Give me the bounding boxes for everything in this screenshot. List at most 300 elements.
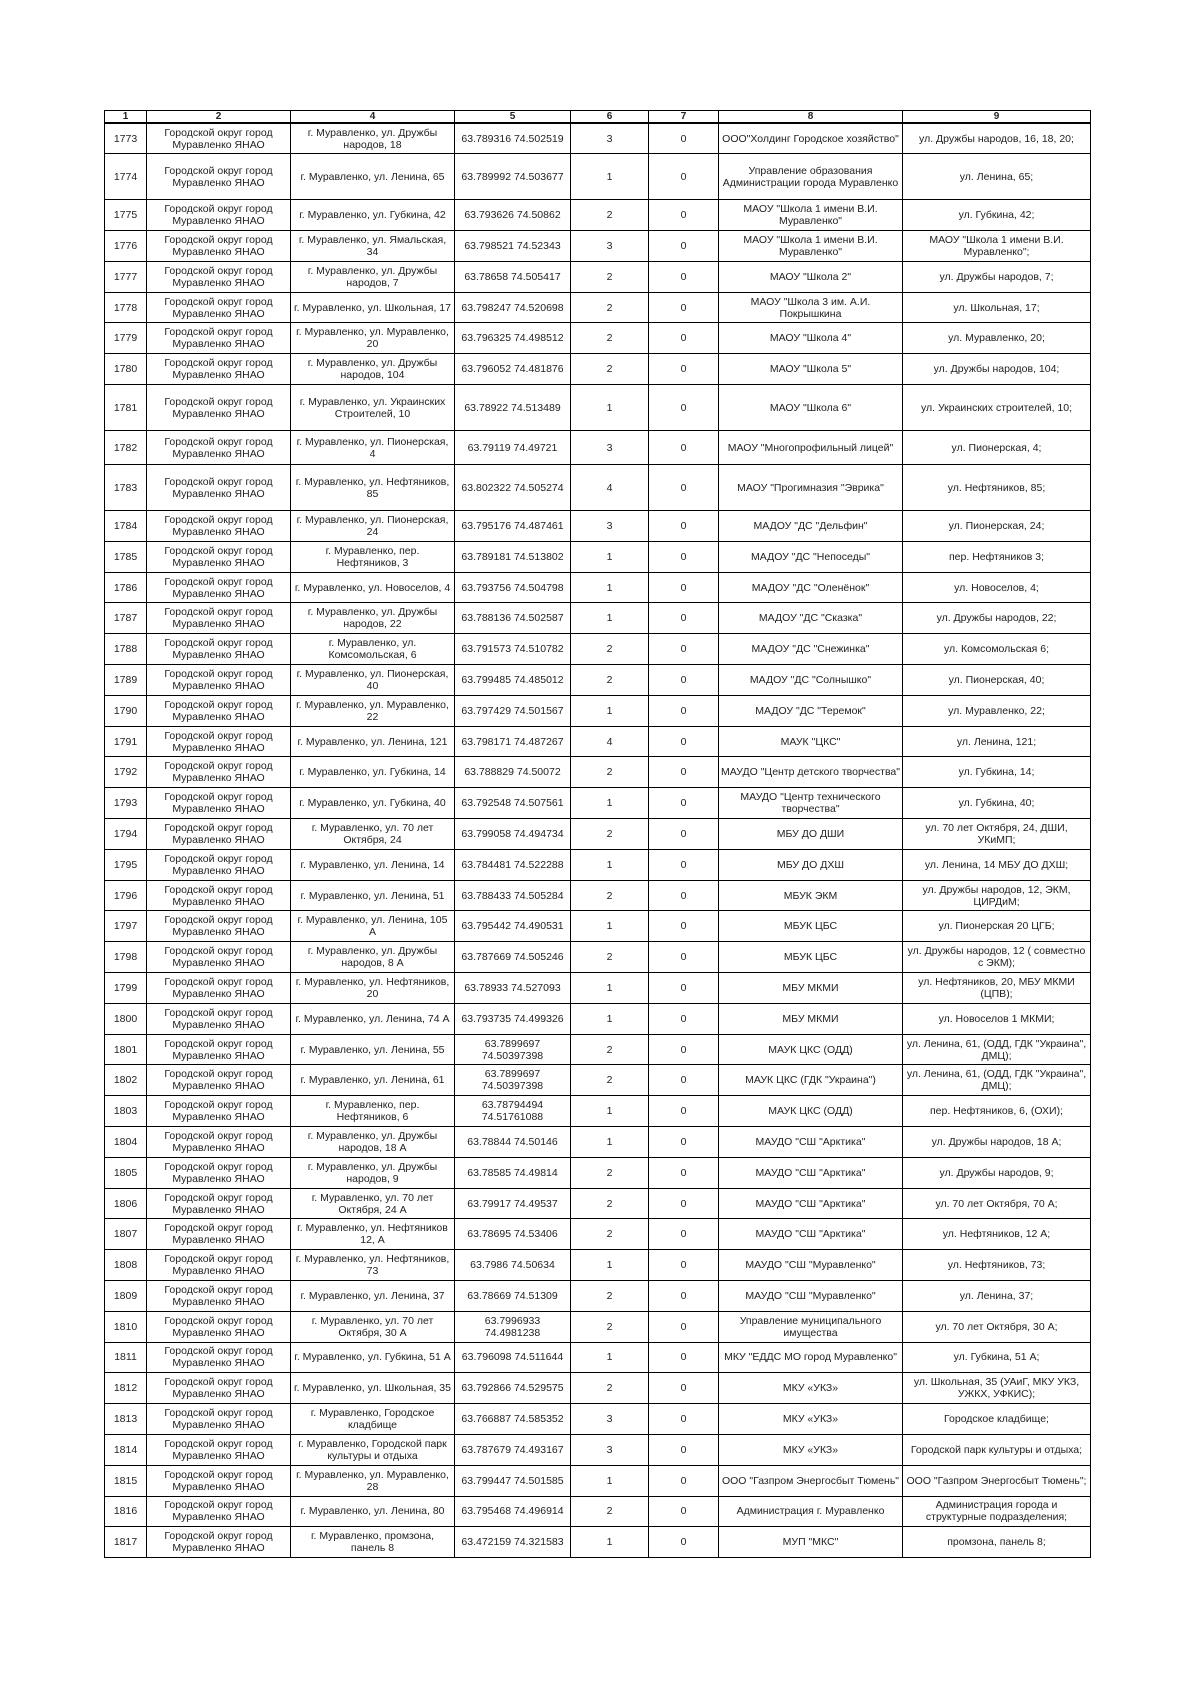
cell-address: г. Муравленко, ул. Нефтяников 12, А (291, 1219, 455, 1250)
cell-organization: МАДОУ "ДС "Снежинка" (719, 634, 903, 665)
cell-count-col7: 0 (649, 1496, 719, 1527)
cell-municipality: Городской округ город Муравленко ЯНАО (147, 1127, 291, 1158)
cell-row-number: 1786 (105, 572, 147, 603)
cell-address: г. Муравленко, ул. Ямальская, 34 (291, 231, 455, 262)
cell-count-col6: 3 (571, 231, 649, 262)
cell-coordinates: 63.802322 74.505274 (455, 465, 571, 511)
cell-municipality: Городской округ город Муравленко ЯНАО (147, 911, 291, 942)
cell-count-col6: 2 (571, 1034, 649, 1065)
cell-count-col6: 4 (571, 465, 649, 511)
cell-organization: Администрация г. Муравленко (719, 1496, 903, 1527)
col-header-1: 1 (105, 111, 147, 124)
cell-count-col7: 0 (649, 1527, 719, 1558)
cell-count-col7: 0 (649, 541, 719, 572)
cell-row-number: 1777 (105, 261, 147, 292)
cell-row-number: 1789 (105, 665, 147, 696)
table-row (105, 1127, 1091, 1158)
cell-municipality: Городской округ город Муравленко ЯНАО (147, 1188, 291, 1219)
cell-organization: МАОУ "Школа 5" (719, 354, 903, 385)
cell-row-number: 1774 (105, 154, 147, 200)
cell-municipality: Городской округ город Муравленко ЯНАО (147, 1003, 291, 1034)
cell-count-col6: 3 (571, 431, 649, 465)
cell-organization: МАДОУ "ДС "Сказка" (719, 603, 903, 634)
cell-row-number: 1773 (105, 123, 147, 154)
cell-count-col6: 2 (571, 757, 649, 788)
cell-row-number: 1806 (105, 1188, 147, 1219)
cell-served-objects: ул. Новоселов 1 МКМИ; (903, 1003, 1091, 1034)
cell-served-objects: ул. Ленина, 61, (ОДД, ГДК "Украина", ДМЦ); (903, 1034, 1091, 1065)
cell-municipality: Городской округ город Муравленко ЯНАО (147, 726, 291, 757)
cell-address: г. Муравленко, ул. Ленина, 37 (291, 1281, 455, 1312)
cell-count-col7: 0 (649, 1034, 719, 1065)
cell-municipality: Городской округ город Муравленко ЯНАО (147, 603, 291, 634)
table-row (105, 1157, 1091, 1188)
cell-address: г. Муравленко, ул. Дружбы народов, 18 А (291, 1127, 455, 1158)
cell-municipality: Городской округ город Муравленко ЯНАО (147, 323, 291, 354)
cell-row-number: 1778 (105, 292, 147, 323)
cell-served-objects: ул. Дружбы народов, 22; (903, 603, 1091, 634)
cell-coordinates: 63.797429 74.501567 (455, 695, 571, 726)
cell-row-number: 1803 (105, 1096, 147, 1127)
cell-coordinates: 63.78658 74.505417 (455, 261, 571, 292)
cell-count-col6: 2 (571, 292, 649, 323)
cell-address: г. Муравленко, ул. Ленина, 55 (291, 1034, 455, 1065)
cell-count-col6: 1 (571, 1342, 649, 1373)
cell-count-col6: 2 (571, 1065, 649, 1096)
cell-served-objects: ул. Ленина, 65; (903, 154, 1091, 200)
cell-municipality: Городской округ город Муравленко ЯНАО (147, 572, 291, 603)
table-row (105, 1527, 1091, 1558)
cell-municipality: Городской округ город Муравленко ЯНАО (147, 1250, 291, 1281)
cell-served-objects: ул. Дружбы народов, 18 А; (903, 1127, 1091, 1158)
cell-coordinates: 63.787679 74.493167 (455, 1434, 571, 1465)
cell-address: г. Муравленко, ул. Школьная, 17 (291, 292, 455, 323)
cell-count-col7: 0 (649, 1373, 719, 1404)
cell-address: г. Муравленко, ул. Нефтяников, 73 (291, 1250, 455, 1281)
table-row (105, 942, 1091, 973)
cell-coordinates: 63.795442 74.490531 (455, 911, 571, 942)
cell-served-objects: ул. Ленина, 37; (903, 1281, 1091, 1312)
cell-municipality: Городской округ город Муравленко ЯНАО (147, 1527, 291, 1558)
cell-coordinates: 63.78922 74.513489 (455, 385, 571, 431)
cell-row-number: 1800 (105, 1003, 147, 1034)
cell-row-number: 1794 (105, 819, 147, 850)
cell-coordinates: 63.792548 74.507561 (455, 788, 571, 819)
cell-municipality: Городской округ город Муравленко ЯНАО (147, 1034, 291, 1065)
cell-served-objects: ул. Муравленко, 20; (903, 323, 1091, 354)
data-table (104, 110, 1091, 1558)
cell-organization: МАУДО "СШ "Арктика" (719, 1188, 903, 1219)
cell-row-number: 1817 (105, 1527, 147, 1558)
cell-municipality: Городской округ город Муравленко ЯНАО (147, 1496, 291, 1527)
col-header-9: 9 (903, 111, 1091, 124)
cell-municipality: Городской округ город Муравленко ЯНАО (147, 1342, 291, 1373)
table-row (105, 1465, 1091, 1496)
cell-coordinates: 63.788433 74.505284 (455, 880, 571, 911)
cell-coordinates: 63.789181 74.513802 (455, 541, 571, 572)
cell-organization: МАОУ "Прогимназия "Эврика" (719, 465, 903, 511)
col-header-5: 5 (455, 111, 571, 124)
cell-municipality: Городской округ город Муравленко ЯНАО (147, 154, 291, 200)
cell-count-col7: 0 (649, 354, 719, 385)
cell-count-col6: 2 (571, 261, 649, 292)
table-row (105, 911, 1091, 942)
cell-served-objects: ул. Нефтяников, 12 А; (903, 1219, 1091, 1250)
cell-coordinates: 63.7986 74.50634 (455, 1250, 571, 1281)
cell-organization: МУП "МКС" (719, 1527, 903, 1558)
cell-address: г. Муравленко, ул. Пионерская, 4 (291, 431, 455, 465)
cell-served-objects: ул. Дружбы народов, 104; (903, 354, 1091, 385)
cell-organization: Управление муниципального имущества (719, 1311, 903, 1342)
cell-count-col6: 1 (571, 1003, 649, 1034)
cell-address: г. Муравленко, ул. Ленина, 105 А (291, 911, 455, 942)
cell-count-col6: 1 (571, 695, 649, 726)
cell-coordinates: 63.78794494 74.51761088 (455, 1096, 571, 1127)
cell-served-objects: ул. Муравленко, 22; (903, 695, 1091, 726)
cell-address: г. Муравленко, ул. Губкина, 40 (291, 788, 455, 819)
table-row (105, 665, 1091, 696)
table-row (105, 354, 1091, 385)
table-row (105, 572, 1091, 603)
cell-address: г. Муравленко, ул. Дружбы народов, 18 (291, 123, 455, 154)
cell-row-number: 1809 (105, 1281, 147, 1312)
cell-municipality: Городской округ город Муравленко ЯНАО (147, 261, 291, 292)
cell-organization: МАОУ "Школа 6" (719, 385, 903, 431)
cell-address: г. Муравленко, ул. Дружбы народов, 7 (291, 261, 455, 292)
cell-count-col6: 2 (571, 819, 649, 850)
cell-address: г. Муравленко, ул. Муравленко, 28 (291, 1465, 455, 1496)
cell-municipality: Городской округ город Муравленко ЯНАО (147, 354, 291, 385)
cell-served-objects: ул. Дружбы народов, 12, ЭКМ, ЦИРДиМ; (903, 880, 1091, 911)
cell-address: г. Муравленко, ул. Ленина, 74 А (291, 1003, 455, 1034)
cell-count-col7: 0 (649, 849, 719, 880)
cell-coordinates: 63.7996933 74.4981238 (455, 1311, 571, 1342)
cell-coordinates: 63.799058 74.494734 (455, 819, 571, 850)
cell-coordinates: 63.798521 74.52343 (455, 231, 571, 262)
cell-row-number: 1810 (105, 1311, 147, 1342)
cell-organization: МАОУ "Школа 2" (719, 261, 903, 292)
cell-served-objects: ул. 70 лет Октября, 30 А; (903, 1311, 1091, 1342)
cell-count-col7: 0 (649, 511, 719, 542)
cell-coordinates: 63.472159 74.321583 (455, 1527, 571, 1558)
cell-municipality: Городской округ город Муравленко ЯНАО (147, 541, 291, 572)
cell-count-col7: 0 (649, 819, 719, 850)
cell-served-objects: МАОУ "Школа 1 имени В.И. Муравленко"; (903, 231, 1091, 262)
cell-organization: МАОУ "Школа 1 имени В.И. Муравленко" (719, 200, 903, 231)
table-row (105, 603, 1091, 634)
table-row (105, 323, 1091, 354)
cell-address: г. Муравленко, ул. Ленина, 51 (291, 880, 455, 911)
cell-organization: МАУК ЦКС (ГДК "Украина") (719, 1065, 903, 1096)
cell-address: г. Муравленко, ул. Дружбы народов, 22 (291, 603, 455, 634)
cell-organization: МАУК ЦКС (ОДД) (719, 1096, 903, 1127)
cell-organization: ООО "Газпром Энергосбыт Тюмень" (719, 1465, 903, 1496)
table-row (105, 261, 1091, 292)
cell-count-col6: 4 (571, 726, 649, 757)
table-row (105, 1188, 1091, 1219)
cell-organization: МКУ "ЕДДС МО город Муравленко" (719, 1342, 903, 1373)
cell-coordinates: 63.799447 74.501585 (455, 1465, 571, 1496)
cell-row-number: 1796 (105, 880, 147, 911)
cell-municipality: Городской округ город Муравленко ЯНАО (147, 385, 291, 431)
cell-coordinates: 63.795468 74.496914 (455, 1496, 571, 1527)
cell-municipality: Городской округ город Муравленко ЯНАО (147, 695, 291, 726)
cell-coordinates: 63.788829 74.50072 (455, 757, 571, 788)
cell-count-col7: 0 (649, 1404, 719, 1435)
cell-address: г. Муравленко, пер. Нефтяников, 6 (291, 1096, 455, 1127)
table-row (105, 1342, 1091, 1373)
cell-row-number: 1784 (105, 511, 147, 542)
cell-coordinates: 63.766887 74.585352 (455, 1404, 571, 1435)
cell-coordinates: 63.798171 74.487267 (455, 726, 571, 757)
cell-count-col6: 2 (571, 942, 649, 973)
cell-count-col6: 3 (571, 1434, 649, 1465)
cell-address: г. Муравленко, ул. Нефтяников, 20 (291, 973, 455, 1004)
cell-coordinates: 63.789992 74.503677 (455, 154, 571, 200)
cell-coordinates: 63.796098 74.511644 (455, 1342, 571, 1373)
cell-count-col6: 1 (571, 1465, 649, 1496)
cell-count-col7: 0 (649, 123, 719, 154)
table-row (105, 292, 1091, 323)
cell-count-col6: 1 (571, 788, 649, 819)
table-body (105, 123, 1091, 1558)
cell-served-objects: ул. Дружбы народов, 12 ( совместно с ЭКМ); (903, 942, 1091, 973)
cell-count-col6: 3 (571, 511, 649, 542)
cell-row-number: 1779 (105, 323, 147, 354)
cell-organization: МБУК ЦБС (719, 911, 903, 942)
cell-organization: МКУ «УКЗ» (719, 1434, 903, 1465)
cell-count-col6: 1 (571, 1250, 649, 1281)
cell-organization: МАУК ЦКС (ОДД) (719, 1034, 903, 1065)
cell-row-number: 1805 (105, 1157, 147, 1188)
table-row (105, 1065, 1091, 1096)
table-row (105, 1404, 1091, 1435)
cell-row-number: 1812 (105, 1373, 147, 1404)
cell-count-col7: 0 (649, 200, 719, 231)
cell-row-number: 1801 (105, 1034, 147, 1065)
cell-count-col7: 0 (649, 1003, 719, 1034)
cell-address: г. Муравленко, ул. Дружбы народов, 8 А (291, 942, 455, 973)
cell-coordinates: 63.784481 74.522288 (455, 849, 571, 880)
cell-count-col7: 0 (649, 1342, 719, 1373)
cell-address: г. Муравленко, ул. Школьная, 35 (291, 1373, 455, 1404)
cell-organization: Управление образования Администрации города Муравленко (719, 154, 903, 200)
cell-address: г. Муравленко, ул. Украинских Строителей, 10 (291, 385, 455, 431)
cell-address: г. Муравленко, ул. Ленина, 65 (291, 154, 455, 200)
cell-count-col6: 1 (571, 973, 649, 1004)
cell-organization: МКУ «УКЗ» (719, 1373, 903, 1404)
cell-organization: МАУДО "СШ "Муравленко" (719, 1250, 903, 1281)
cell-coordinates: 63.799485 74.485012 (455, 665, 571, 696)
cell-count-col7: 0 (649, 1065, 719, 1096)
cell-served-objects: промзона, панель 8; (903, 1527, 1091, 1558)
table-row (105, 200, 1091, 231)
cell-count-col7: 0 (649, 942, 719, 973)
cell-count-col6: 2 (571, 1281, 649, 1312)
cell-count-col6: 1 (571, 1127, 649, 1158)
cell-organization: МАУДО "СШ "Арктика" (719, 1127, 903, 1158)
cell-count-col7: 0 (649, 788, 719, 819)
cell-served-objects: ул. Школьная, 17; (903, 292, 1091, 323)
cell-address: г. Муравленко, ул. Дружбы народов, 9 (291, 1157, 455, 1188)
cell-count-col6: 1 (571, 385, 649, 431)
cell-row-number: 1795 (105, 849, 147, 880)
table-row (105, 1003, 1091, 1034)
cell-row-number: 1775 (105, 200, 147, 231)
cell-count-col7: 0 (649, 1096, 719, 1127)
cell-row-number: 1815 (105, 1465, 147, 1496)
cell-count-col7: 0 (649, 1127, 719, 1158)
cell-municipality: Городской округ город Муравленко ЯНАО (147, 1373, 291, 1404)
cell-count-col7: 0 (649, 1281, 719, 1312)
table-row (105, 1434, 1091, 1465)
cell-organization: МАОУ "Школа 4" (719, 323, 903, 354)
cell-municipality: Городской округ город Муравленко ЯНАО (147, 1465, 291, 1496)
cell-count-col7: 0 (649, 431, 719, 465)
cell-municipality: Городской округ город Муравленко ЯНАО (147, 880, 291, 911)
cell-served-objects: ул. Школьная, 35 (УАиГ, МКУ УКЗ, УЖКХ, УФКИС); (903, 1373, 1091, 1404)
cell-count-col7: 0 (649, 261, 719, 292)
cell-count-col7: 0 (649, 323, 719, 354)
cell-organization: МАДОУ "ДС "Оленёнок" (719, 572, 903, 603)
cell-served-objects: ул. Украинских строителей, 10; (903, 385, 1091, 431)
cell-municipality: Городской округ город Муравленко ЯНАО (147, 1065, 291, 1096)
cell-municipality: Городской округ город Муравленко ЯНАО (147, 665, 291, 696)
cell-municipality: Городской округ город Муравленко ЯНАО (147, 1157, 291, 1188)
cell-count-col6: 2 (571, 1496, 649, 1527)
cell-count-col6: 2 (571, 634, 649, 665)
cell-count-col6: 1 (571, 603, 649, 634)
table-row (105, 1034, 1091, 1065)
table-row (105, 757, 1091, 788)
col-header-2: 2 (147, 111, 291, 124)
cell-served-objects: ул. Ленина, 121; (903, 726, 1091, 757)
cell-served-objects: Городской парк культуры и отдыха; (903, 1434, 1091, 1465)
cell-count-col6: 1 (571, 572, 649, 603)
cell-count-col7: 0 (649, 292, 719, 323)
cell-address: г. Муравленко, ул. Ленина, 121 (291, 726, 455, 757)
cell-count-col6: 2 (571, 665, 649, 696)
cell-coordinates: 63.793756 74.504798 (455, 572, 571, 603)
table-row (105, 695, 1091, 726)
cell-count-col7: 0 (649, 1311, 719, 1342)
cell-served-objects: ул. Ленина, 14 МБУ ДО ДХШ; (903, 849, 1091, 880)
cell-municipality: Городской округ город Муравленко ЯНАО (147, 819, 291, 850)
cell-row-number: 1813 (105, 1404, 147, 1435)
cell-row-number: 1814 (105, 1434, 147, 1465)
cell-count-col6: 2 (571, 1157, 649, 1188)
cell-address: г. Муравленко, ул. 70 лет Октября, 24 А (291, 1188, 455, 1219)
cell-organization: МАУДО "СШ "Муравленко" (719, 1281, 903, 1312)
cell-served-objects: пер. Нефтяников 3; (903, 541, 1091, 572)
cell-count-col6: 2 (571, 1188, 649, 1219)
cell-served-objects: ул. Дружбы народов, 16, 18, 20; (903, 123, 1091, 154)
cell-organization: МАУК "ЦКС" (719, 726, 903, 757)
table-row (105, 634, 1091, 665)
table-row (105, 1219, 1091, 1250)
cell-count-col6: 3 (571, 123, 649, 154)
cell-address: г. Муравленко, ул. Новоселов, 4 (291, 572, 455, 603)
cell-municipality: Городской округ город Муравленко ЯНАО (147, 1281, 291, 1312)
cell-served-objects: ул. Ленина, 61, (ОДД, ГДК "Украина", ДМЦ); (903, 1065, 1091, 1096)
cell-count-col7: 0 (649, 1157, 719, 1188)
cell-count-col6: 2 (571, 1219, 649, 1250)
cell-organization: МБУ МКМИ (719, 973, 903, 1004)
cell-organization: МАУДО "СШ "Арктика" (719, 1219, 903, 1250)
cell-address: г. Муравленко, ул. Ленина, 61 (291, 1065, 455, 1096)
cell-organization: МАДОУ "ДС "Теремок" (719, 695, 903, 726)
cell-row-number: 1780 (105, 354, 147, 385)
cell-organization: ООО"Холдинг Городское хозяйство" (719, 123, 903, 154)
cell-served-objects: ул. 70 лет Октября, 24, ДШИ, УКиМП; (903, 819, 1091, 850)
cell-organization: МАУДО "Центр детского творчества" (719, 757, 903, 788)
cell-coordinates: 63.78695 74.53406 (455, 1219, 571, 1250)
cell-served-objects: ул. Нефтяников, 73; (903, 1250, 1091, 1281)
cell-coordinates: 63.79119 74.49721 (455, 431, 571, 465)
cell-count-col7: 0 (649, 1465, 719, 1496)
cell-row-number: 1791 (105, 726, 147, 757)
cell-count-col7: 0 (649, 695, 719, 726)
cell-coordinates: 63.798247 74.520698 (455, 292, 571, 323)
cell-coordinates: 63.7899697 74.50397398 (455, 1034, 571, 1065)
cell-coordinates: 63.789316 74.502519 (455, 123, 571, 154)
table-row (105, 1311, 1091, 1342)
cell-coordinates: 63.796325 74.498512 (455, 323, 571, 354)
cell-municipality: Городской округ город Муравленко ЯНАО (147, 431, 291, 465)
cell-count-col7: 0 (649, 385, 719, 431)
cell-count-col6: 1 (571, 541, 649, 572)
cell-row-number: 1785 (105, 541, 147, 572)
cell-row-number: 1783 (105, 465, 147, 511)
cell-organization: МАУДО "Центр технического творчества" (719, 788, 903, 819)
cell-count-col7: 0 (649, 726, 719, 757)
cell-count-col6: 1 (571, 911, 649, 942)
table-row (105, 880, 1091, 911)
cell-organization: МАОУ "Школа 3 им. А.И. Покрышкина (719, 292, 903, 323)
cell-count-col6: 1 (571, 1096, 649, 1127)
cell-address: г. Муравленко, ул. 70 лет Октября, 24 (291, 819, 455, 850)
cell-address: г. Муравленко, Городское кладбище (291, 1404, 455, 1435)
table-row (105, 849, 1091, 880)
cell-municipality: Городской округ город Муравленко ЯНАО (147, 973, 291, 1004)
cell-row-number: 1807 (105, 1219, 147, 1250)
cell-address: г. Муравленко, ул. Комсомольская, 6 (291, 634, 455, 665)
cell-row-number: 1816 (105, 1496, 147, 1527)
table-row (105, 154, 1091, 200)
cell-count-col7: 0 (649, 1219, 719, 1250)
cell-row-number: 1781 (105, 385, 147, 431)
cell-row-number: 1804 (105, 1127, 147, 1158)
table-row (105, 1281, 1091, 1312)
table-row (105, 511, 1091, 542)
cell-served-objects: ул. Губкина, 42; (903, 200, 1091, 231)
cell-organization: МБУ МКМИ (719, 1003, 903, 1034)
cell-count-col7: 0 (649, 1250, 719, 1281)
cell-count-col7: 0 (649, 1434, 719, 1465)
cell-address: г. Муравленко, ул. Ленина, 14 (291, 849, 455, 880)
cell-served-objects: ул. Губкина, 51 А; (903, 1342, 1091, 1373)
cell-served-objects: пер. Нефтяников, 6, (ОХИ); (903, 1096, 1091, 1127)
cell-address: г. Муравленко, ул. Губкина, 42 (291, 200, 455, 231)
cell-count-col7: 0 (649, 1188, 719, 1219)
cell-count-col6: 1 (571, 849, 649, 880)
cell-municipality: Городской округ город Муравленко ЯНАО (147, 1219, 291, 1250)
cell-municipality: Городской округ город Муравленко ЯНАО (147, 200, 291, 231)
cell-row-number: 1788 (105, 634, 147, 665)
cell-municipality: Городской округ город Муравленко ЯНАО (147, 1434, 291, 1465)
cell-row-number: 1802 (105, 1065, 147, 1096)
cell-municipality: Городской округ город Муравленко ЯНАО (147, 849, 291, 880)
